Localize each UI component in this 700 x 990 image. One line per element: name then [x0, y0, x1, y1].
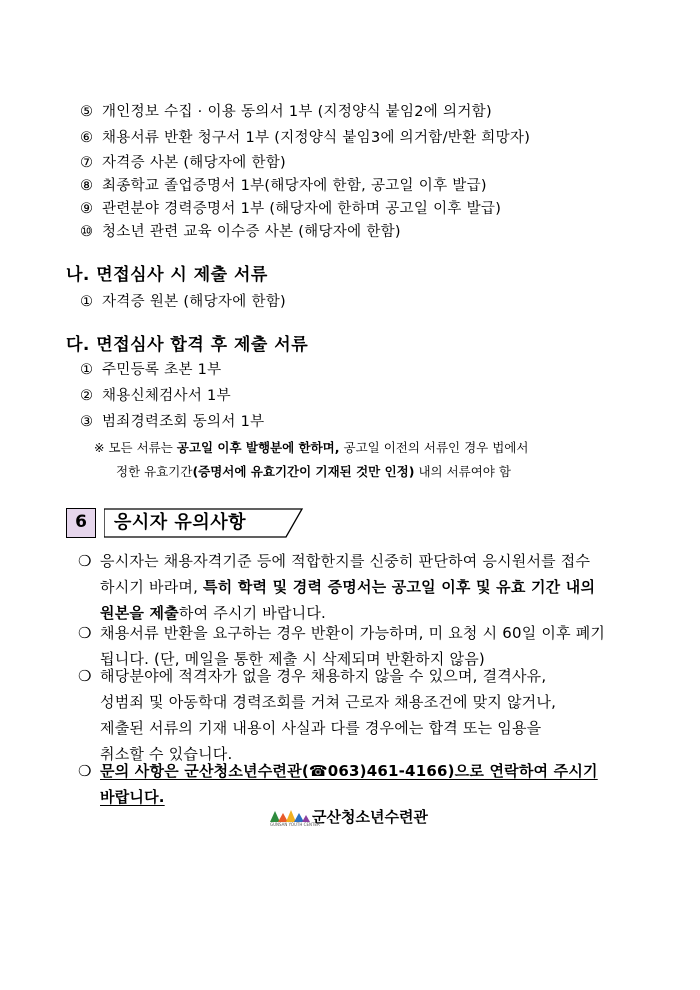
note-mark: ※ — [94, 440, 105, 455]
section-number-box: 6 — [66, 508, 96, 538]
list-item: ② 채용신체검사서 1부 — [80, 388, 231, 404]
list-item: ① 주민등록 초본 1부 — [80, 362, 222, 378]
note-line-1: ※ 모든 서류는 공고일 이후 발행분에 한하며, 공고일 이전의 서류인 경우 법에서 — [94, 440, 529, 455]
logo-text: 군산청소년수련관 — [312, 808, 428, 826]
bullet-icon: ❍ — [78, 624, 92, 642]
list-item: ① 자격증 원본 (해당자에 한함) — [80, 294, 287, 310]
list-item: ⑨ 관련분야 경력증명서 1부 (해당자에 한하며 공고일 이후 발급) — [80, 201, 502, 217]
bullet-item: ❍ 응시자는 채용자격기준 등에 적합한지를 신중히 판단하여 응시원서를 접수 하시기 바라며, 특히 학력 및 경력 증명서는 공고일 이후 및 유효 기간 내의 원본을 제출하여 주시기 바랍니다. — [78, 548, 638, 626]
section-title-box — [104, 508, 304, 538]
list-item: ⑧ 최종학교 졸업증명서 1부(해당자에 한함, 공고일 이후 발급) — [80, 178, 487, 194]
list-item: ③ 범죄경력조회 동의서 1부 — [80, 414, 265, 430]
bullet-icon: ❍ — [78, 762, 92, 780]
bullet-icon: ❍ — [78, 667, 92, 685]
section-heading-na: 나. 면접심사 시 제출 서류 — [66, 265, 268, 285]
list-item: ⑩ 청소년 관련 교육 이수증 사본 (해당자에 한함) — [80, 224, 401, 240]
bullet-icon: ❍ — [78, 552, 92, 570]
bullet-item: ❍ 채용서류 반환을 요구하는 경우 반환이 가능하며, 미 요청 시 60일 이후 폐기 됩니다. (단, 메일을 통한 제출 시 삭제되며 반환하지 않음) — [78, 620, 638, 672]
list-item: ⑦ 자격증 사본 (해당자에 한함) — [80, 155, 287, 171]
list-item: ⑤ 개인정보 수집 · 이용 동의서 1부 (지정양식 붙임2에 의거함) — [80, 104, 492, 120]
bullet-item: ❍ 해당분야에 적격자가 없을 경우 채용하지 않을 수 있으며, 결격사유, 성범죄 및 아동학대 경력조회를 거쳐 근로자 채용조건에 맞지 않거나, 제출된 서류의 기재 내용이 사실과 다를 경우에는 합격 또는 임용을 취소할 수 있습니다. — [78, 663, 638, 767]
section-title: 응시자 유의사항 — [114, 512, 246, 533]
bullet-item: ❍ 문의 사항은 군산청소년수련관(☎063)461-4166)으로 연락하여 주시기 바랍니다. — [78, 758, 638, 810]
section-heading-da: 다. 면접심사 합격 후 제출 서류 — [66, 335, 309, 355]
list-item: ⑥ 채용서류 반환 청구서 1부 (지정양식 붙임3에 의거함/반환 희망자) — [80, 130, 531, 146]
note-line-2: 정한 유효기간(증명서에 유효기간이 기재된 것만 인정) 내의 서류여야 함 — [116, 464, 511, 479]
